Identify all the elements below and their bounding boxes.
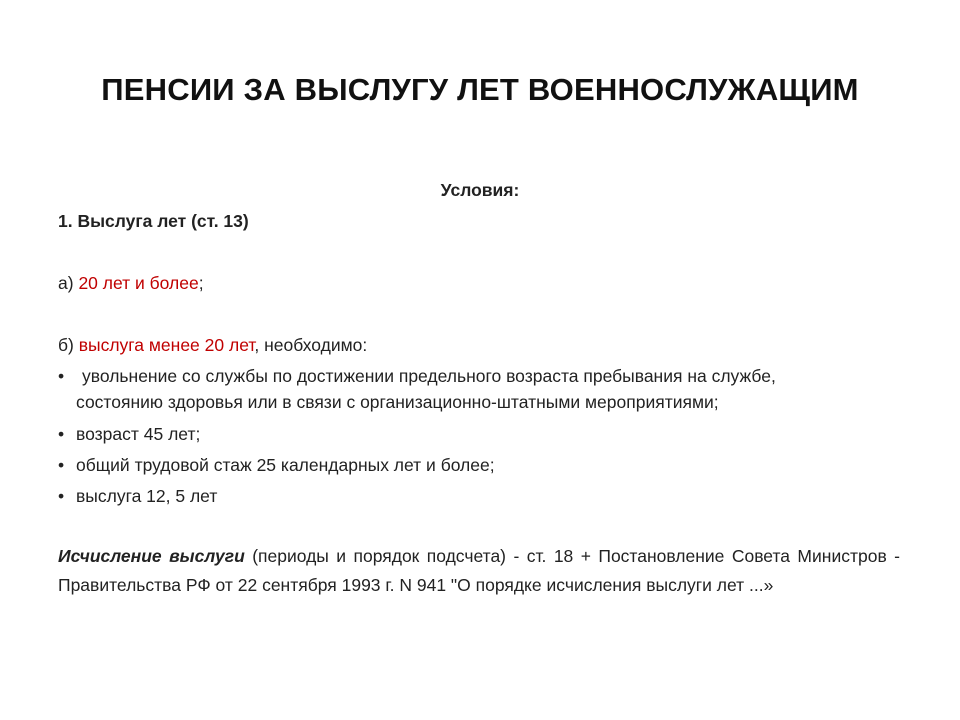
bullet-2-text: возраст 45 лет;	[76, 424, 201, 444]
option-b-prefix: б)	[58, 335, 79, 355]
bullet-icon: •	[58, 486, 65, 506]
calculation-label: Исчисление выслуги	[58, 546, 245, 566]
option-a	[58, 270, 204, 296]
bullet-3-text: общий трудовой стаж 25 календарных лет и более;	[76, 455, 495, 475]
page-title: ПЕНСИИ ЗА ВЫСЛУГУ ЛЕТ ВОЕННОСЛУЖАЩИМ	[101, 72, 859, 107]
calculation-text: (периоды и порядок подсчета) - ст. 18 + Постановление Совета Министров - Правительства РФ от 22 сентября 1993 г. N 941 "О порядке исчисления выслуги лет ...»	[58, 546, 901, 595]
calculation-paragraph	[58, 542, 900, 600]
bullet-1-line-1: увольнение со службы по достижении предельного возраста пребывания на службе,	[82, 366, 776, 386]
option-a-highlight: 20 лет и более	[78, 273, 199, 293]
bullet-1-line-2: состоянию здоровья или в связи с организационно-штатными мероприятиями;	[76, 392, 719, 412]
condition-item-1: 1. Выслуга лет (ст. 13)	[58, 211, 249, 231]
option-b	[58, 332, 367, 358]
bullet-icon: •	[58, 366, 65, 386]
bullet-4-text: выслуга 12, 5 лет	[76, 486, 218, 506]
option-b-suffix: , необходимо:	[254, 335, 368, 355]
option-a-suffix: ;	[198, 273, 204, 293]
bullet-icon: •	[58, 455, 65, 475]
bullet-icon: •	[58, 424, 65, 444]
option-b-highlight: выслуга менее 20 лет	[78, 335, 255, 355]
option-a-prefix: а)	[58, 273, 79, 293]
conditions-heading: Условия:	[440, 180, 520, 200]
